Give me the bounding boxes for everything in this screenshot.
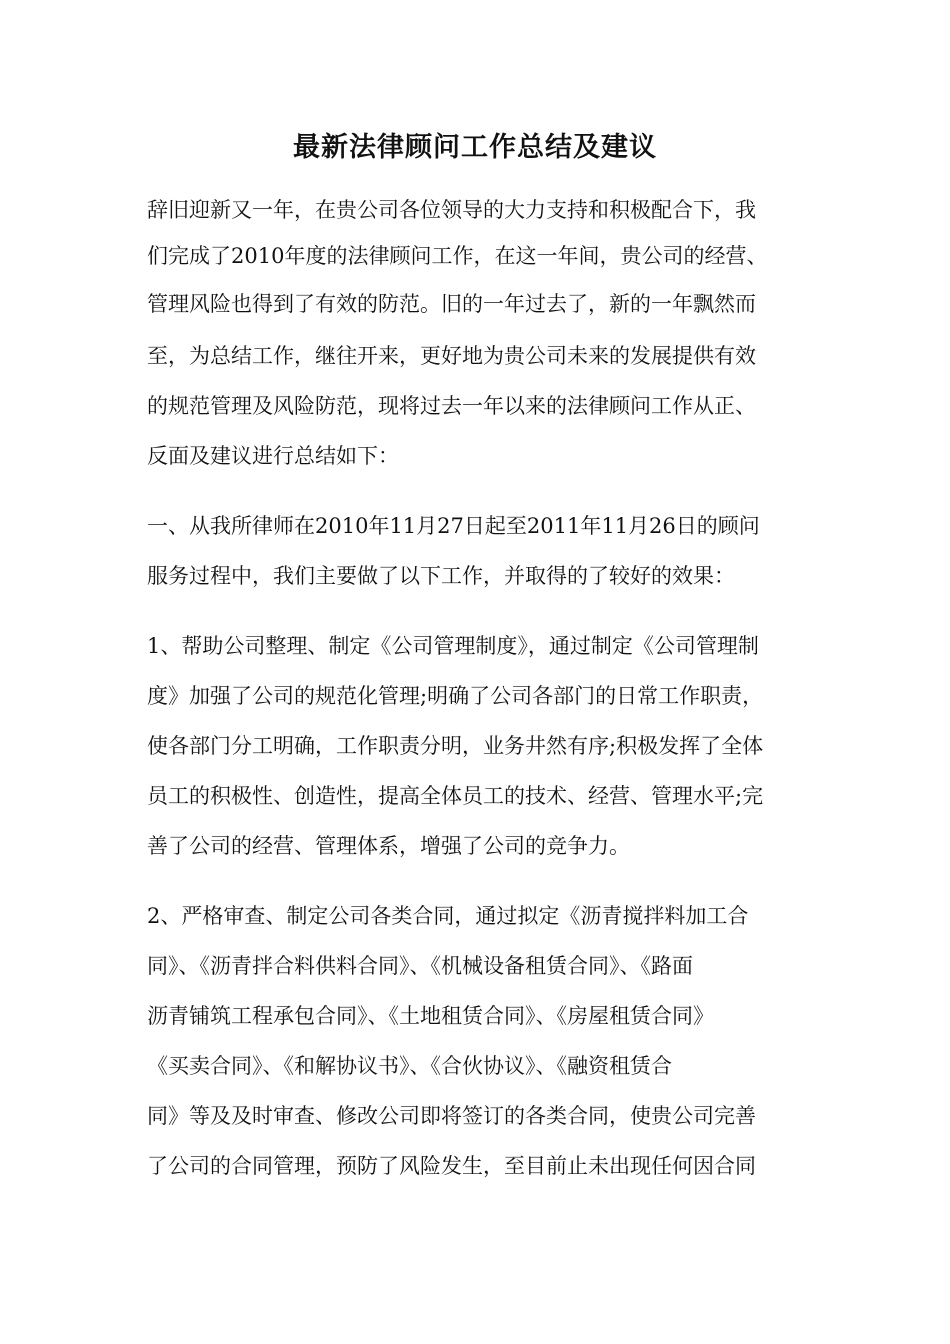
paragraph-line: 一、从我所律师在2010年11月27日起至2011年11月26日的顾问: [147, 514, 760, 538]
paragraph-line: 的规范管理及风险防范，现将过去一年以来的法律顾问工作从正、: [147, 394, 756, 418]
paragraph-line: 2、严格审查、制定公司各类合同，通过拟定《沥青搅拌料加工合: [147, 904, 749, 928]
paragraph-line: 善了公司的经营、管理体系，增强了公司的竞争力。: [147, 834, 630, 858]
paragraph-line: 使各部门分工明确，工作职责分明，业务井然有序;积极发挥了全体: [147, 734, 764, 758]
document-title: 最新法律顾问工作总结及建议: [293, 132, 657, 163]
paragraph-line: 度》加强了公司的规范化管理;明确了公司各部门的日常工作职责，: [147, 684, 764, 708]
paragraph-line: 沥青铺筑工程承包合同》、《土地租赁合同》、《房屋租赁合同》: [147, 1004, 714, 1028]
paragraph-line: 《买卖合同》、《和解协议书》、《合伙协议》、《融资租赁合: [147, 1054, 672, 1078]
paragraph-line: 了公司的合同管理，预防了风险发生，至目前止未出现任何因合同: [147, 1154, 756, 1178]
paragraph-line: 反面及建议进行总结如下：: [147, 444, 399, 468]
paragraph-line: 服务过程中，我们主要做了以下工作，并取得的了较好的效果：: [147, 564, 735, 588]
paragraph-line: 至，为总结工作，继往开来，更好地为贵公司未来的发展提供有效: [147, 344, 756, 368]
paragraph-line: 们完成了2010年度的法律顾问工作，在这一年间，贵公司的经营、: [147, 244, 768, 268]
paragraph-line: 员工的积极性、创造性，提高全体员工的技术、经营、管理水平;完: [147, 784, 764, 808]
paragraph-line: 同》、《沥青拌合料供料合同》、《机械设备租赁合同》、《路面: [147, 954, 693, 978]
paragraph-line: 管理风险也得到了有效的防范。旧的一年过去了，新的一年飘然而: [147, 292, 756, 316]
paragraph-line: 同》等及及时审查、修改公司即将签订的各类合同，使贵公司完善: [147, 1104, 756, 1128]
paragraph-line: 辞旧迎新又一年，在贵公司各位领导的大力支持和积极配合下，我: [147, 198, 756, 222]
paragraph-line: 1、帮助公司整理、制定《公司管理制度》，通过制定《公司管理制: [147, 634, 759, 658]
